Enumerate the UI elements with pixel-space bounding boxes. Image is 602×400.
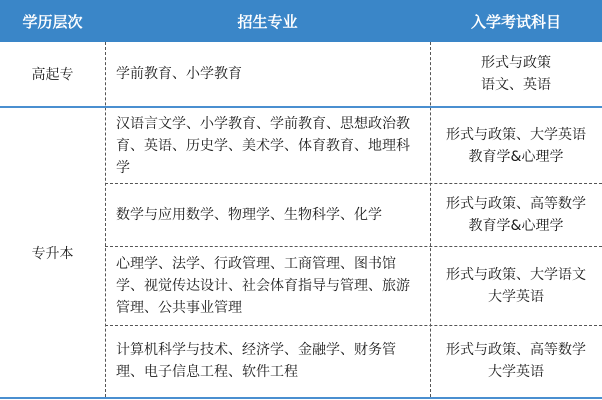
exam-line-1: 形式与政策、高等数学 — [446, 195, 586, 212]
exam-line-2: 教育学&心理学 — [468, 148, 564, 165]
column-divider — [105, 42, 106, 397]
exam-line-1: 形式与政策 — [481, 55, 551, 71]
majors-cell — [116, 42, 422, 106]
exam-cell — [430, 246, 602, 325]
exam-line-2: 语文、英语 — [481, 77, 551, 93]
header-exam-subjects: 入学考试科目 — [470, 12, 561, 31]
majors-cell — [116, 325, 422, 397]
exam-line-2: 教育学&心理学 — [468, 217, 564, 234]
exam-line-1: 形式与政策、大学英语 — [446, 126, 586, 143]
exam-line-2: 大学英语 — [488, 364, 544, 380]
exam-cell — [430, 325, 602, 397]
exam-cell — [430, 42, 602, 106]
table-bottom-border — [0, 397, 602, 399]
exam-cell — [430, 183, 602, 246]
exam-line-2: 大学英语 — [488, 288, 544, 305]
majors-cell — [116, 246, 422, 325]
majors-text: 计算机科学与技术、经济学、金融学、财务管理、电子信息工程、软件工程 — [116, 342, 396, 380]
majors-text: 学前教育、小学教育 — [116, 66, 242, 82]
header-majors: 招生专业 — [237, 12, 298, 31]
majors-text: 数学与应用数学、物理学、生物科学、化学 — [116, 206, 382, 223]
majors-text: 汉语言文学、小学教育、学前教育、思想政治教育、英语、历史学、美术学、体育教育、地理科学 — [116, 115, 410, 176]
table-header — [0, 0, 602, 42]
exam-line-1: 形式与政策、高等数学 — [446, 342, 586, 358]
majors-cell — [116, 183, 422, 246]
exam-cell — [430, 108, 602, 183]
majors-cell — [116, 108, 422, 183]
majors-text: 心理学、法学、行政管理、工商管理、图书馆学、视觉传达设计、社会体育指导与管理、旅游管理、公共事业管理 — [116, 255, 410, 316]
exam-line-1: 形式与政策、大学语文 — [446, 266, 586, 283]
education-level: 高起专 — [31, 67, 74, 83]
header-education-level: 学历层次 — [22, 12, 83, 31]
education-level: 专升本 — [31, 245, 74, 262]
